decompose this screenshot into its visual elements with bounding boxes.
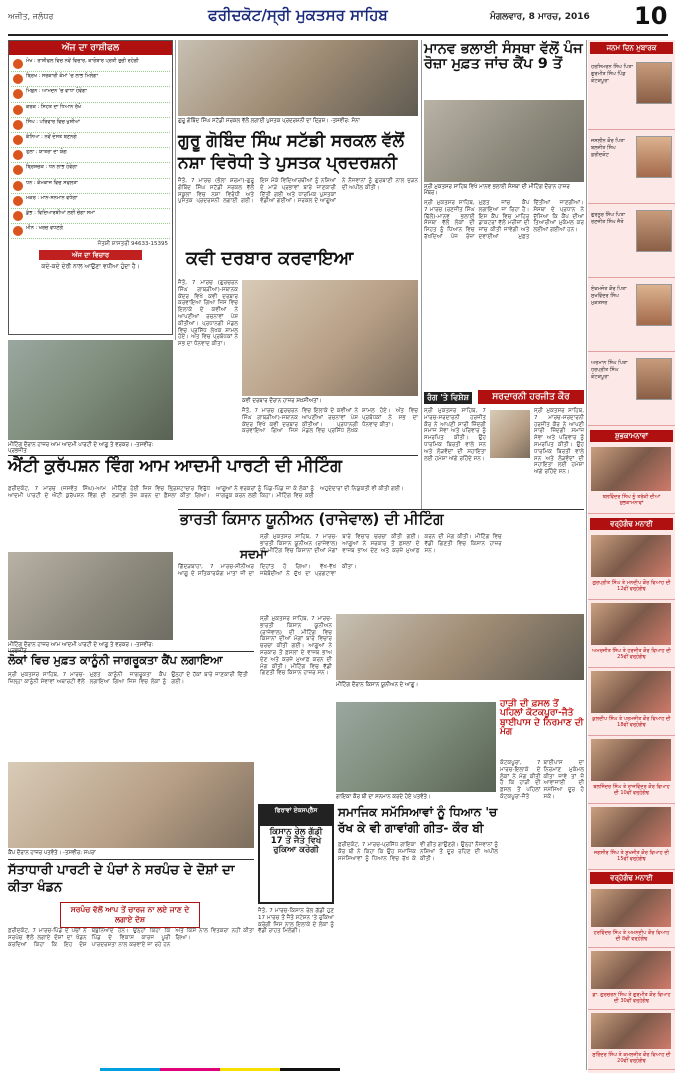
kavi-caption: ਕਵੀ ਦਰਬਾਰ ਦੌਰਾਨ ਹਾਜ਼ਰ ਸ਼ਖ਼ਸੀਅਤਾਂ। [242, 398, 322, 404]
birthday-card: ਗੁਰਨੂਰ ਸਿੰਘ ਪਿਤਾ ਰਣਜੀਤ ਸਿੰਘ ਜੈਤੋ [588, 204, 675, 278]
train-kicker: ਫਿਰਾਵਾਂ ਏਕਸਪ੍ਰੈੱਸ [260, 806, 332, 826]
horoscope-title: ਅੱਜ ਦਾ ਰਾਸ਼ੀਫਲ [9, 41, 172, 55]
horoscope-row: ਮੇਖ : ਰਾਸ਼ੀਫਲ ਵਿਚ ਨਵੇਂ ਵਿਚਾਰ, ਕਾਰੋਬਾਰ ਪ੍ਰਤੀ ਰੁਚੀ ਰਹੇਗੀ [11, 57, 170, 72]
section-title: ਫਰੀਦਕੋਟ/ਸ੍ਰੀ ਮੁਕਤਸਰ ਸਾਹਿਬ [208, 6, 388, 24]
anniversary-card: ਜਗਸੀਰ ਸਿੰਘ ਤੇ ਸੁਖਜੀਤ ਕੌਰ ਵਿਆਹ ਦੀ 15ਵੀਂ ਵਰ੍ਹੇਗੰਢ [588, 804, 675, 870]
libra-icon [13, 150, 23, 160]
guru-photo-caption: ਗੁਰੂ ਗੋਬਿੰਦ ਸਿੰਘ ਸਟੱਡੀ ਸਰਕਲ ਵੱਲੋਂ ਲਗਾਈ ਪੁਸਤਕ ਪ੍ਰਦਰਸ਼ਨੀ ਦਾ ਦ੍ਰਿਸ਼। -ਤਸਵੀਰ: ਸੋਨਾ [178, 118, 360, 124]
cancer-icon [13, 105, 23, 115]
kavi-body-2: ਜੈਤੋ, 7 ਮਾਰਚ (ਗੁਰਚਰਨ ਸਿੰਘ ਗਾਬੜੀਆ)-ਸਥਾਨਕ ਕੇਂਦਰ ਵਿਖੇ ਕਵੀ ਦਰਬਾਰ ਕਰਵਾਇਆ ਗਿਆ ਜਿਸ ਵਿਚ ਇਲਾਕੇ ਦੇ ਕਵੀਆਂ ਨੇ ਆਪਣੀਆਂ ਰਚਨਾਵਾਂ ਪੇਸ਼ ਕੀਤੀਆਂ। ਪ੍ਰਧਾਨਗੀ ਮੰਡਲ ਵਿਚ ਪ੍ਰਸਿੱਧ ਲੇਖਕ ਸ਼ਾਮਲ ਹੋਏ। ਅੰਤ ਵਿਚ ਪ੍ਰਬੰਧਕਾਂ ਨੇ ਸਭ ਦਾ ਧੰਨਵਾਦ ਕੀਤਾ। [242, 408, 418, 435]
masthead [8, 4, 668, 36]
samajik-caption: ਗਾਇਕਾ ਕੌਰ ਬੀ ਦਾ ਸਨਮਾਨ ਕਰਦੇ ਹੋਏ ਪਤਵੰਤੇ। [336, 794, 431, 800]
horoscope-list [9, 55, 172, 239]
couple-photo [591, 535, 671, 577]
birthday-card: ਏਕਮਜੋਤ ਕੌਰ ਪਿਤਾ ਸੁਖਵਿੰਦਰ ਸਿੰਘ ਮੁਕਤਸਰ [588, 278, 675, 352]
anniversary-card: ਅਮਰਜੀਤ ਸਿੰਘ ਤੇ ਹਰਜੀਤ ਕੌਰ ਵਿਆਹ ਦੀ 25ਵੀਂ ਵਰ੍ਹੇਗੰਢ [588, 600, 675, 668]
aries-icon [13, 59, 23, 69]
rang-kicker: ਰੰਗ 'ਤੇ ਵਿਸ਼ੇਸ਼ [424, 392, 472, 404]
anniversary-card: ਗੁਰਪ੍ਰੀਤ ਸਿੰਘ ਤੇ ਮਨਦੀਪ ਕੌਰ ਵਿਆਹ ਦੀ 12ਵੀਂ ਵਰ੍ਹੇਗੰਢ [588, 532, 675, 600]
manav-body: ਸ੍ਰੀ ਮੁਕਤਸਰ ਸਾਹਿਬ, 7 ਮਾਰਚ (ਰਣਜੀਤ ਸਿੰਘ ਢਿੱਲੋਂ)-ਮਾਨਵ ਭਲਾਈ ਸੰਸਥਾ ਵੱਲੋਂ ਲੋਕਾਂ ਦੀ ਸਿਹਤ ਨੂੰ ਧਿਆਨ ਵਿਚ ਰੱਖਦਿਆਂ ਪੰਜ ਰੋਜ਼ਾ ਮੁਫ਼ਤ ਜਾਂਚ ਕੈਂਪ ਲਗਾਇਆ ਜਾ ਰਿਹਾ ਹੈ। ਇਸ ਕੈਂਪ ਵਿਚ ਮਾਹਿਰ ਡਾਕਟਰਾਂ ਵੱਲੋਂ ਮਰੀਜ਼ਾਂ ਦੀ ਜਾਂਚ ਕੀਤੀ ਜਾਵੇਗੀ ਅਤੇ ਦਵਾਈਆਂ ਮੁਫ਼ਤ ਦਿੱਤੀਆਂ ਜਾਣਗੀਆਂ। ਸੰਸਥਾ ਦੇ ਪ੍ਰਧਾਨ ਨੇ ਦੱਸਿਆ ਕਿ ਕੈਂਪ ਦੀਆਂ ਤਿਆਰੀਆਂ ਮੁਕੰਮਲ ਕਰ ਲਈਆਂ ਗਈਆਂ ਹਨ। [424, 200, 584, 240]
horoscope-row: ਮਕਰ : ਮਾਨ-ਸਨਮਾਨ ਵਧੇਗਾ [11, 194, 170, 209]
kavi-headline: ਕਵੀ ਦਰਬਾਰ ਕਰਵਾਇਆ [186, 248, 354, 269]
sagittarius-icon [13, 181, 23, 191]
sattadhari-subhead: ਸਰਪੰਚ ਵੱਲੋਂ ਆਪ ਤੇਂ ਚਾਰਜ ਨਾ ਲਏ ਜਾਣ ਦੇ ਲਗਾਏ ਦੋਸ਼ [60, 902, 200, 928]
kisan-photo [336, 614, 584, 680]
pisces-icon [13, 226, 23, 236]
gemini-icon [13, 89, 23, 99]
date-label: ਮੰਗਲਵਾਰ, 8 ਮਾਰਚ, 2016 [490, 12, 590, 22]
couple-photo [591, 951, 671, 989]
sadma-body: ਗਿੱਦੜਬਾਹਾ, 7 ਮਾਰਚ-ਸੀਨੀਅਰ ਆਗੂ ਦੇ ਸਤਿਕਾਰਯੋਗ ਮਾਤਾ ਜੀ ਦਾ ਦਿਹਾਂਤ ਹੋ ਗਿਆ। ਵੱਖ-ਵੱਖ ਜਥੇਬੰਦੀਆਂ ਨੇ ਦੁੱਖ ਦਾ ਪ੍ਰਗਟਾਵਾ ਕੀਤਾ। [178, 564, 357, 577]
horoscope-row: ਕੰਨਿਆ : ਨਵੇਂ ਦੋਸਤ ਬਣਨਗੇ [11, 133, 170, 148]
lok-caption: ਕੈਂਪ ਦੌਰਾਨ ਹਾਜ਼ਰ ਪਤਵੰਤੇ। -ਤਸਵੀਰ: ਸਪਰਾ [8, 850, 96, 856]
column-rule [175, 40, 176, 340]
registration-bar [220, 1068, 280, 1071]
rang-name: ਸਰਦਾਰਨੀ ਹਰਜੀਤ ਕੌਰ [478, 390, 584, 404]
horoscope-row: ਬ੍ਰਿਸ਼ਚਕ : ਧਨ ਲਾਭ ਹੋਵੇਗਾ [11, 163, 170, 178]
anniversary-card: ਹਰਵਿੰਦਰ ਸਿੰਘ ਤੇ ਅਮਨਦੀਪ ਕੌਰ ਵਿਆਹ ਦੀ 8ਵੀਂ ਵਰ੍ਹੇਗੰਢ [588, 886, 675, 948]
horoscope-row: ਤੁਲਾ : ਯਾਤਰਾ ਦਾ ਯੋਗ [11, 148, 170, 163]
horoscope-row: ਮੀਨ : ਖਰਚ ਵਧਣਗੇ [11, 224, 170, 239]
horoscope-footer: ਜੋਤਸ਼ੀ ਸ਼ਾਸਤਰੀ 94633-15395 [97, 241, 168, 248]
leo-icon [13, 120, 23, 130]
child-photo [636, 284, 672, 326]
birthday-card: ਜਸਲੀਨ ਕੌਰ ਪਿਤਾ ਬਲਜੀਤ ਸਿੰਘ ਫ਼ਰੀਦਕੋਟ [588, 130, 675, 204]
birthday-title: ਜਨਮ ਦਿਨ ਮੁਬਾਰਕ [590, 42, 673, 54]
vichar-title: ਅੱਜ ਦਾ ਵਿਚਾਰ [39, 250, 142, 260]
couple-photo [591, 889, 671, 927]
kavi-photo [242, 280, 418, 396]
child-photo [636, 210, 672, 252]
anniversary-title: ਵਰ੍ਹੇਗੰਢ ਮਨਾਈ [590, 518, 673, 530]
lok-body: ਸ੍ਰੀ ਮੁਕਤਸਰ ਸਾਹਿਬ, 7 ਮਾਰਚ-ਜ਼ਿਲ੍ਹਾ ਕਾਨੂੰਨੀ ਸੇਵਾਵਾਂ ਅਥਾਰਟੀ ਵੱਲੋਂ ਮੁਫ਼ਤ ਕਾਨੂੰਨੀ ਜਾਗਰੂਕਤਾ ਕੈਂਪ ਲਗਾਇਆ ਗਿਆ ਜਿਸ ਵਿਚ ਲੋਕਾਂ ਨੂੰ ਉਨ੍ਹਾਂ ਦੇ ਹੱਕਾਂ ਬਾਰੇ ਜਾਣਕਾਰੀ ਦਿੱਤੀ ਗਈ। [8, 672, 248, 685]
rang-body: ਸ੍ਰੀ ਮੁਕਤਸਰ ਸਾਹਿਬ, 7 ਮਾਰਚ-ਸਰਦਾਰਨੀ ਹਰਜੀਤ ਕੌਰ ਨੇ ਆਪਣੀ ਸਾਰੀ ਜ਼ਿੰਦਗੀ ਸਮਾਜ ਸੇਵਾ ਅਤੇ ਪਰਿਵਾਰ ਨੂੰ ਸਮਰਪਿਤ ਕੀਤੀ। ਉਹ ਧਾਰਮਿਕ ਬਿਰਤੀ ਵਾਲੇ ਸਨ ਅਤੇ ਲੋੜਵੰਦਾਂ ਦੀ ਸਹਾਇਤਾ ਲਈ ਹਮੇਸ਼ਾ ਅੱਗੇ ਰਹਿੰਦੇ ਸਨ। [424, 408, 486, 462]
greeting-photo [591, 447, 671, 491]
manav-headline: ਮਾਨਵ ਭਲਾਈ ਸੰਸਥਾ ਵੱਲੋਂ ਪੰਜ ਰੋਜ਼ਾ ਮੁਫ਼ਤ ਜਾਂਚ ਕੈਂਪ 9 ਤੋਂ [424, 41, 583, 73]
horoscope-row: ਕੁੰਭ : ਵਿਦਿਆਰਥੀਆਂ ਲਈ ਚੰਗਾ ਸਮਾਂ [11, 209, 170, 224]
kisan-body: ਸ੍ਰੀ ਮੁਕਤਸਰ ਸਾਹਿਬ, 7 ਮਾਰਚ-ਭਾਰਤੀ ਕਿਸਾਨ ਯੂਨੀਅਨ (ਰਾਜੇਵਾਲ) ਦੀ ਮੀਟਿੰਗ ਵਿਚ ਕਿਸਾਨਾਂ ਦੀਆਂ ਮੰਗਾਂ ਬਾਰੇ ਵਿਚਾਰ ਚਰਚਾ ਕੀਤੀ ਗਈ। ਆਗੂਆਂ ਨੇ ਸਰਕਾਰ ਤੋਂ ਫ਼ਸਲਾਂ ਦੇ ਵਾਜਬ ਭਾਅ ਦੇਣ ਅਤੇ ਕਰਜ਼ੇ ਮੁਆਫ਼ ਕਰਨ ਦੀ ਮੰਗ ਕੀਤੀ। ਮੀਟਿੰਗ ਵਿਚ ਵੱਡੀ ਗਿਣਤੀ ਵਿਚ ਕਿਸਾਨ ਹਾਜ਼ਰ ਸਨ। [260, 534, 502, 554]
horoscope-row: ਸਿੰਘ : ਪਰਿਵਾਰ ਵਿਚ ਖੁਸ਼ੀਆਂ [11, 118, 170, 133]
section-rule [8, 455, 418, 456]
section-rule [178, 509, 584, 510]
horoscope-box [8, 40, 173, 335]
birthday-card: ਹਰਸਿਮਰਨ ਸਿੰਘ ਪਿਤਾ ਗੁਰਮੀਤ ਸਿੰਘ ਪਿੰਡ ਕੋਟਕਪੂਰਾ [588, 56, 675, 130]
right-sidebar [588, 40, 675, 1073]
guru-headline: ਗੁਰੂ ਗੋਬਿੰਦ ਸਿੰਘ ਸਟੱਡੀ ਸਰਕਲ ਵੱਲੋਂ ਨਸ਼ਾ ਵਿਰੋਧੀ ਤੇ ਪੁਸਤਕ ਪ੍ਰਦਰਸ਼ਨੀ [178, 131, 405, 173]
horoscope-row: ਕਰਕ : ਸਿਹਤ ਦਾ ਧਿਆਨ ਰੱਖੋ [11, 103, 170, 118]
taurus-icon [13, 74, 23, 84]
manav-caption: ਸ੍ਰੀ ਮੁਕਤਸਰ ਸਾਹਿਬ ਵਿਖੇ ਮਾਨਵ ਭਲਾਈ ਸੰਸਥਾ ਦੀ ਮੀਟਿੰਗ ਦੌਰਾਨ ਹਾਜ਼ਰ ਮੈਂਬਰ। [424, 184, 570, 197]
couple-photo [591, 1013, 671, 1049]
horoscope-row: ਧਨ : ਕੰਮਕਾਜ ਵਿਚ ਸਫਲਤਾ [11, 179, 170, 194]
lok-headline: ਲੋਕਾਂ ਵਿਚ ਮੁਫ਼ਤ ਕਾਨੂੰਨੀ ਜਾਗਰੂਕਤਾ ਕੈਂਪ ਲਗਾਇਆ [8, 653, 223, 667]
registration-bar [280, 1068, 340, 1071]
column-rule [421, 40, 422, 510]
protest-caption: ਮੀਟਿੰਗ ਦੌਰਾਨ ਹਾਜ਼ਰ ਆਮ ਆਦਮੀ ਪਾਰਟੀ ਦੇ ਆਗੂ ਤੇ ਵਰਕਰ। -ਤਸਵੀਰ: ਪ੍ਰਭਜੀਤ [8, 442, 154, 455]
aquarius-icon [13, 211, 23, 221]
anniversary-card: ਡਾ. ਗੁਰਚਰਨ ਸਿੰਘ ਤੇ ਗੁਰਮੀਤ ਕੌਰ ਵਿਆਹ ਦੀ 30ਵੀਂ ਵਰ੍ਹੇਗੰਢ [588, 948, 675, 1010]
aap-body: ਫ਼ਰੀਦਕੋਟ, 7 ਮਾਰਚ (ਜਸਵੰਤ ਸਿੰਘ)-ਆਮ ਆਦਮੀ ਪਾਰਟੀ ਦੇ ਐਂਟੀ ਕੁਰੱਪਸ਼ਨ ਵਿੰਗ ਦੀ ਮੀਟਿੰਗ ਹੋਈ ਜਿਸ ਵਿਚ ਭ੍ਰਿਸ਼ਟਾਚਾਰ ਵਿਰੁੱਧ ਲੜਾਈ ਤੇਜ਼ ਕਰਨ ਦਾ ਫ਼ੈਸਲਾ ਕੀਤਾ ਗਿਆ। ਆਗੂਆਂ ਨੇ ਵਰਕਰਾਂ ਨੂੰ ਪਿੰਡ-ਪਿੰਡ ਜਾ ਕੇ ਲੋਕਾਂ ਨੂੰ ਜਾਗਰੂਕ ਕਰਨ ਲਈ ਕਿਹਾ। ਮੀਟਿੰਗ ਵਿਚ ਕਈ ਅਹੁਦੇਦਾਰਾਂ ਦੀ ਨਿਯੁਕਤੀ ਵੀ ਕੀਤੀ ਗਈ। [8, 486, 404, 499]
vichar-text: ਕਦੇ-ਕਦੇ ਦੇਰੀ ਨਾਲ ਆਉਣਾ ਵਧੀਆ ਹੁੰਦਾ ਹੈ। [41, 263, 140, 271]
registration-bar [100, 1068, 160, 1071]
birthday-card: ਅਰਮਾਨ ਸਿੰਘ ਪਿਤਾ ਹਰਪ੍ਰੀਤ ਸਿੰਘ ਕੋਟਕਪੂਰਾ [588, 352, 675, 426]
manav-photo [424, 100, 584, 182]
couple-photo [591, 603, 671, 645]
train-body: ਜੈਤੋ, 7 ਮਾਰਚ-ਕਿਸਾਨ ਰੇਲ ਗੱਡੀ ਹੁਣ 17 ਮਾਰਚ ਤੋਂ ਜੈਤੋ ਸਟੇਸ਼ਨ 'ਤੇ ਰੁਕਿਆ ਕਰੇਗੀ ਜਿਸ ਨਾਲ ਇਲਾਕੇ ਦੇ ਲੋਕਾਂ ਨੂੰ ਵੱਡੀ ਰਾਹਤ ਮਿਲੇਗੀ। [258, 908, 334, 935]
section-rule [8, 651, 254, 652]
masthead-rule [8, 34, 668, 36]
child-photo [636, 358, 672, 400]
kavi-body: ਜੈਤੋ, 7 ਮਾਰਚ (ਗੁਰਚਰਨ ਸਿੰਘ ਗਾਬੜੀਆ)-ਸਥਾਨਕ ਕੇਂਦਰ ਵਿਖੇ ਕਵੀ ਦਰਬਾਰ ਕਰਵਾਇਆ ਗਿਆ ਜਿਸ ਵਿਚ ਇਲਾਕੇ ਦੇ ਕਵੀਆਂ ਨੇ ਆਪਣੀਆਂ ਰਚਨਾਵਾਂ ਪੇਸ਼ ਕੀਤੀਆਂ। ਪ੍ਰਧਾਨਗੀ ਮੰਡਲ ਵਿਚ ਪ੍ਰਸਿੱਧ ਲੇਖਕ ਸ਼ਾਮਲ ਹੋਏ। ਅੰਤ ਵਿਚ ਪ੍ਰਬੰਧਕਾਂ ਨੇ ਸਭ ਦਾ ਧੰਨਵਾਦ ਕੀਤਾ। [178, 280, 238, 348]
sattadhari-headline: ਸੱਤਾਧਾਰੀ ਪਾਰਟੀ ਦੇ ਪੰਚਾਂ ਨੇ ਸਰਪੰਚ ਦੇ ਦੋਸ਼ਾਂ ਦਾ ਕੀਤਾ ਖੰਡਨ [8, 863, 235, 895]
anniversary-card: ਬਲਜਿੰਦਰ ਸਿੰਘ ਤੇ ਰਾਜਵਿੰਦਰ ਕੌਰ ਵਿਆਹ ਦੀ 10ਵੀਂ ਵਰ੍ਹੇਗੰਢ [588, 736, 675, 804]
protest-photo [8, 340, 173, 440]
aap-meeting-caption: ਮੀਟਿੰਗ ਦੌਰਾਨ ਹਾਜ਼ਰ ਆਮ ਆਦਮੀ ਪਾਰਟੀ ਦੇ ਆਗੂ ਤੇ ਵਰਕਰ। -ਤਸਵੀਰ: [8, 642, 154, 648]
horoscope-row: ਮਿਥੁਨ : ਆਮਦਨ 'ਚ ਵਾਧਾ ਹੋਵੇਗਾ [11, 87, 170, 102]
greetings-card: ਬਲਵਿੰਦਰ ਸਿੰਘ ਨੂੰ ਤਰੱਕੀ ਦੀਆਂ ਸ਼ੁਭਕਾਮਨਾਵਾਂ [588, 444, 675, 514]
kisan-caption: ਮੀਟਿੰਗ ਦੌਰਾਨ ਕਿਸਾਨ ਯੂਨੀਅਨ ਦੇ ਆਗੂ। [336, 682, 419, 688]
edition-label: ਅਜੀਤ, ਜਲੰਧਰ [8, 12, 54, 21]
book-exhibition-photo [178, 40, 418, 116]
anniversary-title-2: ਵਰ੍ਹੇਗੰਢ ਮਨਾਈ [590, 872, 673, 884]
samajik-headline: ਸਮਾਜਿਕ ਸਮੱਸਿਆਵਾਂ ਨੂੰ ਧਿਆਨ 'ਚ ਰੱਖ ਕੇ ਵੀ ਗਾਵਾਂਗੀ ਗੀਤ- ਕੌਰ ਬੀ [338, 805, 498, 835]
capricorn-icon [13, 196, 23, 206]
section-rule [8, 859, 254, 860]
greetings-title: ਸ਼ੁਭਕਾਮਨਾਵਾਂ [590, 430, 673, 442]
rang-body-2: ਸ੍ਰੀ ਮੁਕਤਸਰ ਸਾਹਿਬ, 7 ਮਾਰਚ-ਸਰਦਾਰਨੀ ਹਰਜੀਤ ਕੌਰ ਨੇ ਆਪਣੀ ਸਾਰੀ ਜ਼ਿੰਦਗੀ ਸਮਾਜ ਸੇਵਾ ਅਤੇ ਪਰਿਵਾਰ ਨੂੰ ਸਮਰਪਿਤ ਕੀਤੀ। ਉਹ ਧਾਰਮਿਕ ਬਿਰਤੀ ਵਾਲੇ ਸਨ ਅਤੇ ਲੋੜਵੰਦਾਂ ਦੀ ਸਹਾਇਤਾ ਲਈ ਹਮੇਸ਼ਾ ਅੱਗੇ ਰਹਿੰਦੇ ਸਨ। [534, 408, 584, 476]
page-number: 10 [634, 2, 668, 30]
virgo-icon [13, 135, 23, 145]
samajik-photo [336, 702, 496, 792]
couple-photo [591, 739, 671, 781]
couple-photo [591, 807, 671, 847]
lok-photo [8, 762, 254, 848]
guru-body: ਜੈਤੋ, 7 ਮਾਰਚ (ਭੋਲਾ ਸ਼ਰਮਾ)-ਗੁਰੂ ਗੋਬਿੰਦ ਸਿੰਘ ਸਟੱਡੀ ਸਰਕਲ ਵੱਲੋਂ ਸਕੂਲਾਂ ਵਿਚ ਨਸ਼ਾ ਵਿਰੋਧੀ ਅਤੇ ਪੁਸਤਕ ਪ੍ਰਦਰਸ਼ਨੀ ਲਗਾਈ ਗਈ। ਇਸ ਮੌਕੇ ਵਿਦਿਆਰਥੀਆਂ ਨੂੰ ਨਸ਼ਿਆਂ ਦੇ ਮਾੜੇ ਪ੍ਰਭਾਵਾਂ ਬਾਰੇ ਜਾਣਕਾਰੀ ਦਿੱਤੀ ਗਈ ਅਤੇ ਧਾਰਮਿਕ ਪੁਸਤਕਾਂ ਵੰਡੀਆਂ ਗਈਆਂ। ਸਰਕਲ ਦੇ ਆਗੂਆਂ ਨੇ ਨੌਜਵਾਨਾਂ ਨੂੰ ਗੁਰਬਾਣੀ ਨਾਲ ਜੁੜਨ ਦੀ ਅਪੀਲ ਕੀਤੀ। [178, 178, 418, 205]
kisan-headline: ਭਾਰਤੀ ਕਿਸਾਨ ਯੂਨੀਅਨ (ਰਾਜੇਵਾਲ) ਦੀ ਮੀਟਿੰਗ [180, 510, 444, 528]
column-rule [586, 40, 587, 1070]
sadma-headline: ਸਦਮਾ [240, 547, 268, 561]
horoscope-row: ਬ੍ਰਿਖ : ਸਰਕਾਰੀ ਕੰਮਾਂ 'ਚ ਲਾਭ ਮਿਲੇਗਾ [11, 72, 170, 87]
train-headline: ਕਿਸਾਨ ਰੇਲ ਗੱਡੀ 17 ਤੋਂ ਜੈਤੋ ਵਿਖੇ ਰੁਕਿਆ ਕਰੇਗੀ [269, 827, 323, 855]
aap-meeting-photo [8, 552, 173, 640]
couple-photo [591, 671, 671, 713]
aap-headline: ਐਂਟੀ ਕੁਰੱਪਸ਼ਨ ਵਿੰਗ ਆਮ ਆਦਮੀ ਪਾਰਟੀ ਦੀ ਮੀਟਿੰਗ [8, 456, 342, 476]
registration-bar [160, 1068, 220, 1071]
haji-body: ਕੋਟਕਪੂਰਾ, 7 ਮਾਰਚ-ਇਲਾਕੇ ਦੇ ਲੋਕਾਂ ਨੇ ਮੰਗ ਕੀਤੀ ਹੈ ਕਿ ਹਾੜੀ ਦੀ ਫ਼ਸਲ ਤੋਂ ਪਹਿਲਾਂ ਕੋਟਕਪੂਰਾ-ਜੈਤੋ ਬਾਈਪਾਸ ਦਾ ਨਿਰਮਾਣ ਮੁਕੰਮਲ ਕੀਤਾ ਜਾਵੇ ਤਾਂ ਜੋ ਆਵਾਜਾਈ ਦੀ ਸਮੱਸਿਆ ਦੂਰ ਹੋ ਸਕੇ। [500, 760, 584, 800]
anniversary-card: ਸੁਰਿੰਦਰ ਸਿੰਘ ਤੇ ਕਮਲਜੀਤ ਕੌਰ ਵਿਆਹ ਦੀ 20ਵੀਂ ਵਰ੍ਹੇਗੰਢ [588, 1010, 675, 1070]
haji-headline: ਹਾੜੀ ਦੀ ਫ਼ਸਲ ਤੋਂ ਪਹਿਲਾਂ ਕੋਟਕਪੂਰਾ-ਜੈਤੋ ਬਾਈਪਾਸ ਦੇ ਨਿਰਮਾਣ ਦੀ ਮੰਗ [500, 699, 584, 738]
anniversary-card: ਕੁਲਦੀਪ ਸਿੰਘ ਤੇ ਪਰਮਜੀਤ ਕੌਰ ਵਿਆਹ ਦੀ 18ਵੀਂ ਵਰ੍ਹੇਗੰਢ [588, 668, 675, 736]
scorpio-icon [13, 165, 23, 175]
sattadhari-body: ਫ਼ਰੀਦਕੋਟ, 7 ਮਾਰਚ-ਪਿੰਡ ਦੇ ਪੰਚਾਂ ਨੇ ਸਰਪੰਚ ਵੱਲੋਂ ਲਗਾਏ ਦੋਸ਼ਾਂ ਦਾ ਖੰਡਨ ਕਰਦਿਆਂ ਕਿਹਾ ਕਿ ਇਹ ਦੋਸ਼ ਬੇਬੁਨਿਆਦ ਹਨ। ਉਨ੍ਹਾਂ ਕਿਹਾ ਕਿ ਪਿੰਡ ਦੇ ਵਿਕਾਸ ਕਾਰਜ ਪੂਰੀ ਪਾਰਦਰਸ਼ਤਾ ਨਾਲ ਕਰਵਾਏ ਜਾ ਰਹੇ ਹਨ ਅਤੇ ਕਿਸੇ ਨਾਲ ਵਿਤਕਰਾ ਨਹੀਂ ਕੀਤਾ ਗਿਆ। [8, 928, 254, 948]
samajik-body: ਫ਼ਰੀਦਕੋਟ, 7 ਮਾਰਚ-ਪ੍ਰਸਿੱਧ ਗਾਇਕਾ ਕੌਰ ਬੀ ਨੇ ਕਿਹਾ ਕਿ ਉਹ ਸਮਾਜਿਕ ਸਮੱਸਿਆਵਾਂ ਨੂੰ ਧਿਆਨ ਵਿਚ ਰੱਖ ਕੇ ਵੀ ਗੀਤ ਗਾਉਣਗੇ। ਉਨ੍ਹਾਂ ਨੌਜਵਾਨਾਂ ਨੂੰ ਨਸ਼ਿਆਂ ਤੋਂ ਦੂਰ ਰਹਿਣ ਦੀ ਅਪੀਲ ਕੀਤੀ। [338, 842, 498, 862]
kisan-body-2: ਸ੍ਰੀ ਮੁਕਤਸਰ ਸਾਹਿਬ, 7 ਮਾਰਚ-ਭਾਰਤੀ ਕਿਸਾਨ ਯੂਨੀਅਨ (ਰਾਜੇਵਾਲ) ਦੀ ਮੀਟਿੰਗ ਵਿਚ ਕਿਸਾਨਾਂ ਦੀਆਂ ਮੰਗਾਂ ਬਾਰੇ ਵਿਚਾਰ ਚਰਚਾ ਕੀਤੀ ਗਈ। ਆਗੂਆਂ ਨੇ ਸਰਕਾਰ ਤੋਂ ਫ਼ਸਲਾਂ ਦੇ ਵਾਜਬ ਭਾਅ ਦੇਣ ਅਤੇ ਕਰਜ਼ੇ ਮੁਆਫ਼ ਕਰਨ ਦੀ ਮੰਗ ਕੀਤੀ। ਮੀਟਿੰਗ ਵਿਚ ਵੱਡੀ ਗਿਣਤੀ ਵਿਚ ਕਿਸਾਨ ਹਾਜ਼ਰ ਸਨ। [260, 616, 332, 677]
harjeet-kaur-photo [490, 410, 530, 458]
train-box [258, 804, 334, 904]
child-photo [636, 62, 672, 104]
child-photo [636, 136, 672, 178]
